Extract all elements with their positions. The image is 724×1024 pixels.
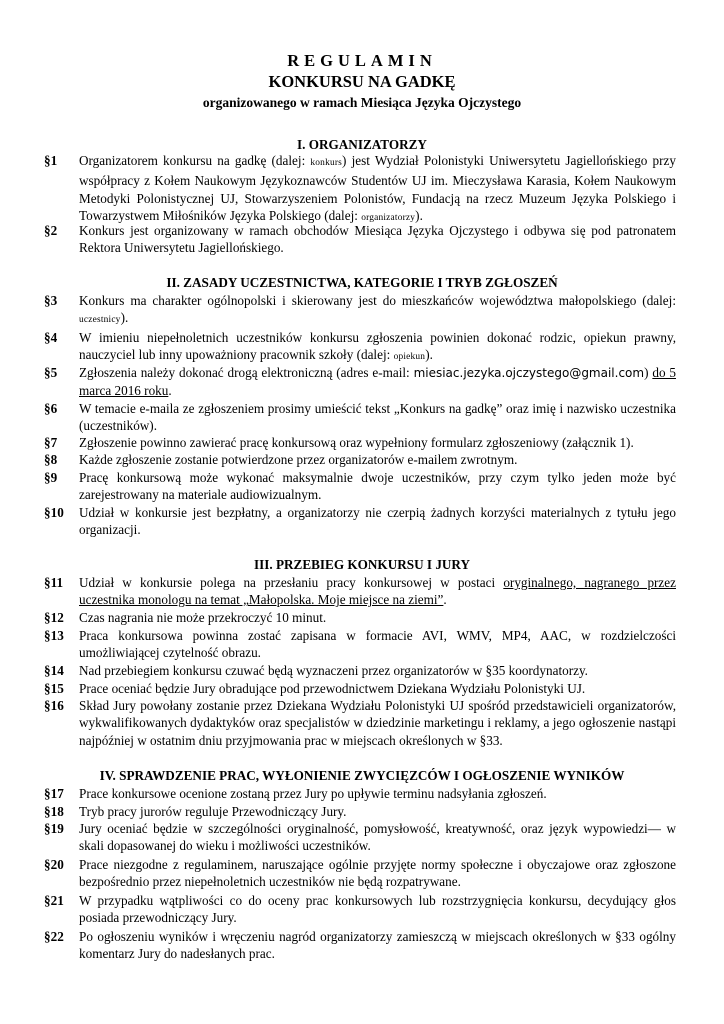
paragraph-number: §9 — [44, 470, 58, 485]
paragraph-8 — [44, 451, 676, 468]
paragraph-number: §7 — [44, 435, 58, 450]
defined-term: organizatorzy — [361, 213, 416, 224]
paragraph-12 — [44, 609, 676, 626]
paragraph-text: Udział w konkursie polega na przesłaniu pracy konkursowej w postaci oryginalnego, nagranego przez uczestnika monologu na temat „Małopolska. Moje miejsce na ziemi”. — [79, 575, 676, 608]
contact-email[interactable]: miesiac.jezyka.ojczystego@gmail.com — [413, 366, 645, 380]
paragraph-number: §15 — [44, 681, 64, 696]
paragraph-number: §19 — [44, 821, 64, 836]
paragraph-number: §17 — [44, 786, 64, 801]
paragraph-number: §21 — [44, 893, 64, 908]
section-heading-results: IV. SPRAWDZENIE PRAC, WYŁONIENIE ZWYCIĘZCÓW I OGŁOSZENIE WYNIKÓW — [99, 768, 625, 783]
paragraph-number: §4 — [44, 330, 58, 345]
paragraph-text: Organizatorem konkursu na gadkę (dalej: konkurs) jest Wydział Polonistyki Uniwersytetu Jagiellońskiego przy współpracy z Kołem Naukowym Językoznawców Studentów UJ im. Mieczysława Karasia, Kołem Naukowym Metodyki Polonistycznej UJ, Stowarzyszeniem Polonistów, Fundacją na rzecz Muzeum Języka Polskiego i Towarzystwem Miłośników Języka Polskiego (dalej: organizatorzy). — [79, 153, 676, 224]
paragraph-text: W imieniu niepełnoletnich uczestników konkursu zgłoszenia powinien dokonać rodzic, opiekun prawny, nauczyciel lub inny upoważniony pracownik szkoły (dalej: opiekun). — [79, 330, 676, 363]
paragraph-15 — [44, 680, 676, 697]
paragraph-number: §18 — [44, 804, 64, 819]
section-heading-organizers: I. ORGANIZATORZY — [297, 137, 427, 152]
submission-deadline: do 5 marca 2016 roku — [79, 365, 676, 399]
paragraph-number: §14 — [44, 663, 64, 678]
paragraph-10 — [44, 504, 676, 539]
document-subtitle: KONKURSU NA GADKĘ — [268, 72, 456, 91]
paragraph-text: Konkurs ma charakter ogólnopolski i skierowany jest do mieszkańców województwa małopolskiego (dalej: uczestnicy). — [79, 293, 676, 326]
paragraph-17 — [44, 785, 676, 802]
paragraph-text: Tryb pracy jurorów reguluje Przewodniczący Jury. — [79, 804, 347, 819]
paragraph-number: §2 — [44, 223, 58, 238]
paragraph-9 — [44, 469, 676, 504]
paragraph-text: Czas nagrania nie może przekroczyć 10 minut. — [79, 610, 327, 625]
paragraph-number: §1 — [44, 153, 58, 168]
paragraph-20 — [44, 856, 676, 891]
document-tagline: organizowanego w ramach Miesiąca Języka Ojczystego — [202, 95, 522, 110]
defined-term: uczestnicy — [79, 315, 121, 326]
paragraph-number: §16 — [44, 698, 64, 713]
paragraph-14 — [44, 662, 676, 679]
paragraph-text: Zgłoszenia należy dokonać drogą elektroniczną (adres e-mail: miesiac.jezyka.ojczystego@gmail.com) do 5 marca 2016 roku. — [79, 365, 676, 399]
paragraph-2 — [44, 222, 676, 257]
paragraph-number: §22 — [44, 929, 64, 944]
section-heading-jury: III. PRZEBIEG KONKURSU I JURY — [253, 557, 471, 572]
paragraph-text: W temacie e-maila ze zgłoszeniem prosimy umieścić tekst „Konkurs na gadkę” oraz imię i nazwisko uczestnika (uczestników). — [79, 401, 676, 434]
paragraph-text: Pracę konkursową może wykonać maksymalnie dwoje uczestników, przy czym tylko jeden może być zarejestrowany na materiale audiowizualnym. — [79, 470, 676, 503]
paragraph-text: Konkurs jest organizowany w ramach obchodów Miesiąca Języka Ojczystego i odbywa się pod patronatem Rektora Uniwersytetu Jagiellońskiego. — [79, 223, 676, 256]
paragraph-5 — [44, 364, 676, 400]
paragraph-text: Po ogłoszeniu wyników i wręczeniu nagród organizatorzy zamieszczą w miejscach określonych w §33 ogólny komentarz Jury do nadesłanych prac. — [79, 929, 676, 962]
document-title: REGULAMIN — [287, 51, 437, 70]
paragraph-3 — [44, 292, 676, 330]
paragraph-text: Każde zgłoszenie zostanie potwierdzone przez organizatorów e-mailem zwrotnym. — [79, 452, 518, 467]
paragraph-13 — [44, 627, 676, 662]
paragraph-18 — [44, 803, 676, 820]
paragraph-text: Jury oceniać będzie w szczególności oryginalność, pomysłowość, kreatywność, oraz język wypowiedzi— w skali dopasowanej do wieku i możliwości uczestników. — [79, 821, 676, 854]
paragraph-text: W przypadku wątpliwości co do oceny prac konkursowych lub rozstrzygnięcia konkursu, decydujący głos posiada przewodniczący Jury. — [79, 893, 676, 926]
paragraph-number: §6 — [44, 401, 58, 416]
paragraph-text: Prace konkursowe ocenione zostaną przez Jury po upływie terminu nadsyłania zgłoszeń. — [79, 786, 547, 801]
paragraph-22 — [44, 928, 676, 963]
paragraph-text: Prace niezgodne z regulaminem, naruszające ogólnie przyjęte normy społeczne i obyczajowe oraz zgłoszone bezpośrednio przez niepełnoletnich uczestników nie będą rozpatrywane. — [79, 857, 676, 890]
paragraph-11 — [44, 574, 676, 609]
paragraph-6 — [44, 400, 676, 435]
paragraph-number: §10 — [44, 505, 64, 520]
section-heading-participation: II. ZASADY UCZESTNICTWA, KATEGORIE I TRYB ZGŁOSZEŃ — [166, 275, 558, 290]
paragraph-16 — [44, 697, 676, 749]
paragraph-number: §11 — [44, 575, 64, 590]
paragraph-number: §8 — [44, 452, 58, 467]
paragraph-text: Skład Jury powołany zostanie przez Dziekana Wydziału Polonistyki UJ spośród przedstawicieli organizatorów, wykwalifikowanych dydaktyków oraz specjalistów w dziedzinie marketingu i reklamy, a jego ogłoszenie nastąpi najpóźniej w ostatnim dniu przyjmowania prac w miejscach określonych w §33. — [79, 698, 676, 748]
paragraph-number: §12 — [44, 610, 64, 625]
defined-term: konkurs — [310, 158, 343, 168]
competition-topic: oryginalnego, nagranego przez uczestnika monologu na temat „Małopolska. Moje miejsce na ziemi” — [79, 575, 676, 608]
paragraph-text: Praca konkursowa powinna zostać zapisana w formacie AVI, WMV, MP4, AAC, w rozdzielczości umożliwiającej czytelność obrazu. — [79, 628, 676, 661]
paragraph-21 — [44, 892, 676, 927]
paragraph-text: Nad przebiegiem konkursu czuwać będą wyznaczeni przez organizatorów w §35 koordynatorzy. — [79, 663, 588, 678]
defined-term: opiekun — [393, 352, 426, 363]
paragraph-number: §3 — [44, 293, 58, 308]
paragraph-19 — [44, 820, 676, 855]
paragraph-1 — [44, 152, 676, 228]
paragraph-number: §5 — [44, 365, 58, 380]
paragraph-text: Zgłoszenie powinno zawierać pracę konkursową oraz wypełniony formularz zgłoszeniowy (załącznik 1). — [79, 435, 634, 450]
paragraph-number: §20 — [44, 857, 64, 872]
paragraph-4 — [44, 329, 676, 367]
paragraph-text: Prace oceniać będzie Jury obradujące pod przewodnictwem Dziekana Wydziału Polonistyki UJ. — [79, 681, 586, 696]
paragraph-number: §13 — [44, 628, 64, 643]
paragraph-7 — [44, 434, 676, 451]
paragraph-text: Udział w konkursie jest bezpłatny, a organizatorzy nie czerpią żadnych korzyści materialnych z tytułu jego organizacji. — [79, 505, 676, 538]
